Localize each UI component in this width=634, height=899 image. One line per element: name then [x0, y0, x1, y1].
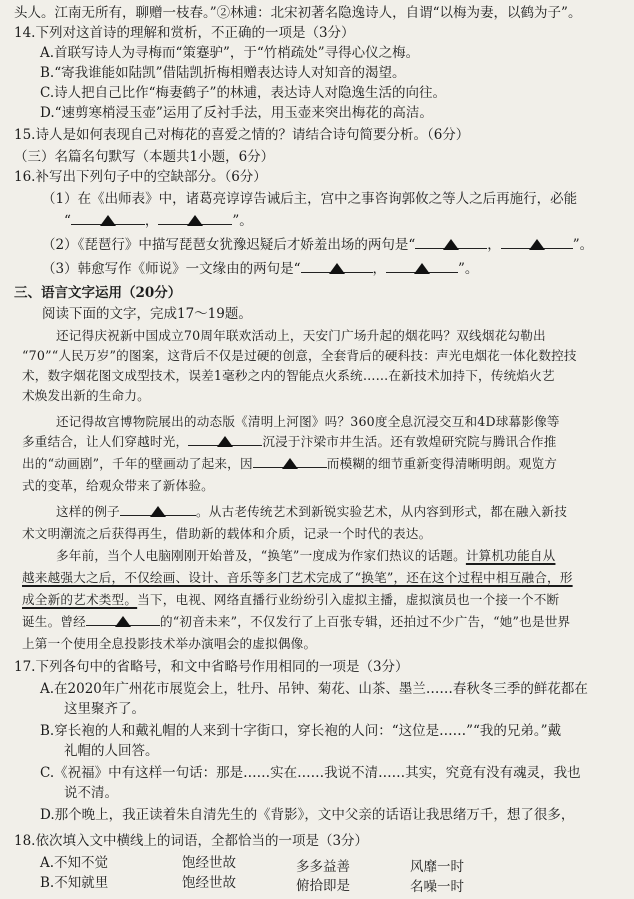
triangle-marker-icon: [529, 239, 545, 250]
q14-option-d: D.“速剪寒梢浸玉壶”运用了反衬手法，用玉壶来突出梅花的高洁。: [40, 105, 433, 121]
passage-p1-line1: 还记得庆祝新中国成立70周年联欢活动上，天安门广场升起的烟花吗？双线烟花勾勒出: [56, 328, 546, 343]
passage-p2-line1: 还记得故宫博物院展出的动态版《清明上河图》吗？360度全息沉浸交互和4D球幕影像等: [56, 414, 560, 429]
q18-option-a-word4: 风靡一时: [410, 859, 464, 875]
q14-option-b: B.“寄我谁能如陆凯”借陆凯折梅相赠表达诗人对知音的渴望。: [40, 65, 406, 81]
triangle-marker-icon: [150, 506, 166, 517]
passage-p2-line4: 式的变革，给观众带来了新体验。: [22, 478, 214, 493]
answer-blank[interactable]: [253, 455, 327, 468]
part-3-heading: 三、语言文字运用（20分）: [14, 285, 182, 301]
section-3-heading: （三）名篇名句默写（本题共1小题，6分）: [14, 149, 275, 165]
q17-option-a-line1: A.在2020年广州花市展览会上，牡丹、吊钟、菊花、山茶、墨兰……春秋冬三季的鲜花都在: [40, 681, 588, 697]
answer-blank[interactable]: [415, 236, 487, 249]
q17-option-b-line1: B.穿长袍的人和戴礼帽的人来到十字街口，穿长袍的人问：“这位是……”“我的兄弟。”戴: [40, 723, 562, 739]
answer-blank[interactable]: [86, 613, 160, 626]
triangle-marker-icon: [115, 616, 131, 627]
reading-intro: 阅读下面的文字，完成17～19题。: [42, 306, 252, 322]
answer-blank[interactable]: [301, 260, 373, 273]
passage-p4-line2: 越来越强大之后，不仅绘画、设计、音乐等多门艺术完成了“换笔”，还在这个过程中相互融合，形: [22, 570, 573, 585]
answer-blank[interactable]: [386, 260, 458, 273]
passage-p3-line2: 术文明潮流之后获得再生，借助新的载体和介质，记录一个时代的表达。: [22, 526, 432, 541]
footnote-line: 头人。江南无所有，聊赠一枝春。”②林逋：北宋初著名隐逸诗人，自谓“以梅为妻，以鹤为子”。: [14, 5, 582, 21]
answer-blank[interactable]: [120, 503, 196, 516]
q16-item-1-blanks: “ ， ”。: [64, 213, 253, 229]
passage-p1-line2: “70”“人民万岁”的图案，这背后不仅是过硬的创意，全套背后的硬科技：声光电烟花一体化数控技: [22, 348, 577, 363]
triangle-marker-icon: [100, 215, 116, 226]
triangle-marker-icon: [329, 263, 345, 274]
question-17: 17.下列各句中的省略号，和文中省略号作用相同的一项是（3分）: [14, 659, 409, 675]
q17-option-a-line2: 这里聚齐了。: [64, 701, 145, 717]
q18-option-b-word1: B.不知就里: [40, 875, 109, 891]
q17-option-b-line2: 礼帽的人回答。: [64, 743, 159, 759]
q18-option-b-word3: 俯拾即是: [296, 878, 350, 894]
passage-p4-line1: 多年前，当个人电脑刚刚开始普及，“换笔”一度成为作家们热议的话题。计算机功能自从: [56, 548, 556, 563]
triangle-marker-icon: [282, 458, 298, 469]
question-15: 15.诗人是如何表现自己对梅花的喜爱之情的？请结合诗句简要分析。（6分）: [14, 127, 470, 143]
passage-p4-line4: 诞生。曾经 的“初音未来”，不仅发行了上百张专辑，还拍过不少广告，“她”也是世界: [22, 614, 571, 629]
question-14: 14.下列对这首诗的理解和赏析，不正确的一项是（3分）: [14, 25, 355, 41]
question-16: 16.补写出下列句子中的空缺部分。（6分）: [14, 169, 267, 185]
question-18: 18.依次填入文中横线上的词语，全都恰当的一项是（3分）: [14, 833, 369, 849]
triangle-marker-icon: [187, 215, 203, 226]
passage-p1-line3: 术，数字烟花图文成型技术，误差1毫秒之内的智能点火系统……在新技术加持下，传统焰火艺: [22, 368, 555, 383]
q18-option-b-word2: 饱经世故: [182, 875, 236, 891]
q16-item-3: （3）韩愈写作《师说》一文缘由的两句是“ ， ”。: [42, 261, 479, 277]
answer-blank[interactable]: [71, 212, 145, 225]
q17-option-d-line1: D.那个晚上，我正读着朱自清先生的《背影》，文中父亲的话语让我思绪万千，想了很多，: [40, 807, 575, 823]
passage-p1-line4: 术焕发出新的生命力。: [22, 388, 150, 403]
q17-option-c-line1: C.《祝福》中有这样一句话：那是……实在……我说不清……其实，究竟有没有魂灵，我也: [40, 765, 581, 781]
q18-option-a-word1: A.不知不觉: [40, 855, 109, 871]
passage-p4-line3: 成全新的艺术类型。当下，电视、网络直播行业纷纷引入虚拟主播，虚拟演员也一个接一个不断: [22, 592, 560, 607]
q18-option-a-word2: 饱经世故: [182, 855, 236, 871]
triangle-marker-icon: [414, 263, 430, 274]
q16-item-1: （1）在《出师表》中，诸葛亮谆谆告诫后主，宫中之事咨询郭攸之等人之后再施行，必能: [42, 191, 578, 207]
passage-p2-line2: 多重结合，让人们穿越时光， 沉浸于汴梁市井生活。还有敦煌研究院与腾讯合作推: [22, 434, 557, 449]
passage-p3-line1: 这样的例子 。从古老传统艺术到新锐实验艺术，从内容到形式，都在融入新技: [56, 504, 567, 519]
passage-p4-line5: 上第一个使用全息投影技术举办演唱会的虚拟偶像。: [22, 636, 317, 651]
q14-option-a: A.首联写诗人为寻梅而“策蹇驴”，于“竹梢疏处”寻得心仪之梅。: [40, 45, 420, 61]
triangle-marker-icon: [217, 436, 233, 447]
triangle-marker-icon: [443, 239, 459, 250]
q14-option-c: C.诗人把自己比作“梅妻鹤子”的林逋，表达诗人对隐逸生活的向往。: [40, 85, 446, 101]
q16-item-2: （2）《琵琶行》中描写琵琶女犹豫迟疑后才娇羞出场的两句是“ ， ”。: [42, 237, 594, 253]
q18-option-a-word3: 多多益善: [296, 859, 350, 875]
passage-p2-line3: 出的“动画剧”，千年的壁画动了起来，因 而模糊的细节重新变得清晰明朗。观览方: [22, 456, 558, 471]
answer-blank[interactable]: [188, 433, 262, 446]
answer-blank[interactable]: [501, 236, 573, 249]
q17-option-c-line2: 说不清。: [64, 785, 118, 801]
answer-blank[interactable]: [158, 212, 232, 225]
q18-option-b-word4: 名噪一时: [410, 879, 464, 895]
